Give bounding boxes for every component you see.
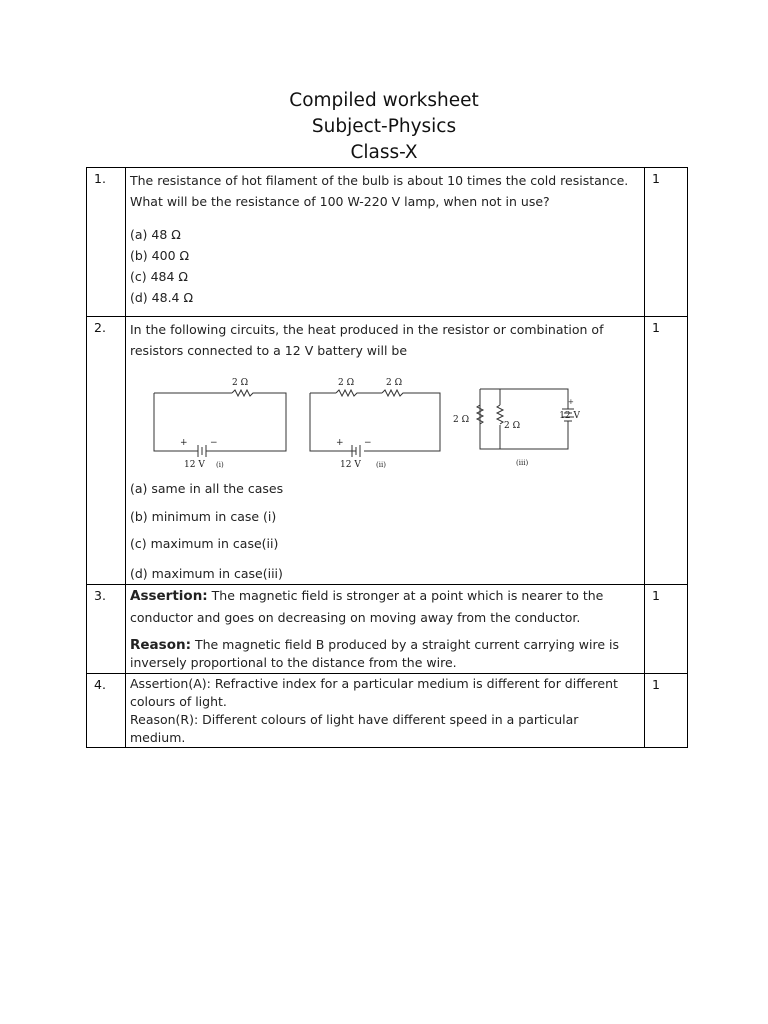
question-text: The resistance of hot filament of the bulb is about 10 times the cold resistance.: [130, 173, 629, 188]
reason-text: Reason(R): Different colours of light have different speed in a particular: [130, 711, 579, 727]
resistor-label: 2 Ω: [504, 421, 521, 431]
question-marks: 1: [652, 676, 660, 692]
option-d: (d) maximum in case(iii): [130, 565, 283, 581]
worksheet-header: [0, 88, 768, 166]
resistor-symbol: [232, 390, 256, 396]
battery-label: 12 V: [184, 460, 205, 470]
resistor-label: 2 Ω: [453, 415, 470, 425]
question-row-1: [87, 168, 688, 317]
question-number: 4.: [94, 676, 106, 692]
resistor-label: 2 Ω: [338, 378, 355, 388]
worksheet-title: Compiled worksheet: [289, 90, 479, 111]
option-c: (c) maximum in case(ii): [130, 536, 279, 551]
question-marks: 1: [652, 587, 660, 603]
question-number: 3.: [94, 587, 106, 603]
assertion-label: Assertion:: [130, 587, 208, 604]
question-number: 2.: [94, 320, 106, 335]
resistor-symbol: [336, 390, 360, 396]
resistor-label: 2 Ω: [232, 378, 249, 388]
battery-label: 12 V: [340, 460, 361, 470]
circuit-1: [154, 390, 286, 457]
circuit-diagrams: [150, 371, 580, 471]
option-c: (c) 484 Ω: [130, 269, 188, 284]
battery-symbol: [198, 445, 206, 457]
question-text: What will be the resistance of 100 W-220 V lamp, when not in use?: [130, 194, 550, 209]
resistor-label: 2 Ω: [386, 378, 403, 388]
question-row-3: [87, 584, 688, 673]
assertion-text: colours of light.: [130, 693, 227, 709]
question-text: resistors connected to a 12 V battery will be: [130, 343, 408, 358]
case-label-3: (iii): [516, 459, 529, 467]
question-row-2: [87, 317, 688, 585]
battery-plus-label: +: [568, 398, 574, 406]
option-b: (b) minimum in case (i): [130, 508, 277, 524]
assertion-text: Assertion(A): Refractive index for a particular medium is different for different: [130, 675, 618, 691]
question-table: [86, 167, 688, 748]
question-number: 1.: [94, 171, 106, 186]
question-marks: 1: [652, 171, 660, 186]
class-line: Class-X: [350, 142, 418, 163]
option-a: (a) same in all the cases: [130, 481, 284, 496]
battery-label: 12 V: [559, 411, 580, 421]
battery-plus-label: +: [336, 438, 344, 448]
case-label-2: (ii): [376, 461, 386, 469]
battery-minus-label: −: [364, 438, 372, 448]
reason-text: inversely proportional to the distance from the wire.: [130, 654, 457, 670]
question-text: In the following circuits, the heat produced in the resistor or combination of: [130, 322, 604, 337]
option-b: (b) 400 Ω: [130, 248, 190, 263]
case-label-1: (i): [216, 461, 224, 469]
assertion-text: conductor and goes on decreasing on moving away from the conductor.: [130, 609, 581, 625]
reason-text: The magnetic field B produced by a straight current carrying wire is: [190, 636, 619, 652]
reason-label: Reason:: [130, 636, 191, 653]
subject-line: Subject-Physics: [311, 116, 457, 137]
assertion-text: The magnetic field is stronger at a point which is nearer to the: [207, 587, 604, 603]
question-row-4: [87, 673, 688, 747]
circuit-2: [310, 390, 440, 457]
reason-text: medium.: [130, 729, 186, 745]
resistor-symbol: [497, 405, 503, 424]
battery-minus-label: −: [210, 438, 218, 448]
resistor-symbol: [382, 390, 406, 396]
question-marks: 1: [652, 320, 660, 335]
option-a: (a) 48 Ω: [130, 227, 181, 242]
battery-plus-label: +: [180, 438, 188, 448]
option-d: (d) 48.4 Ω: [130, 290, 194, 305]
